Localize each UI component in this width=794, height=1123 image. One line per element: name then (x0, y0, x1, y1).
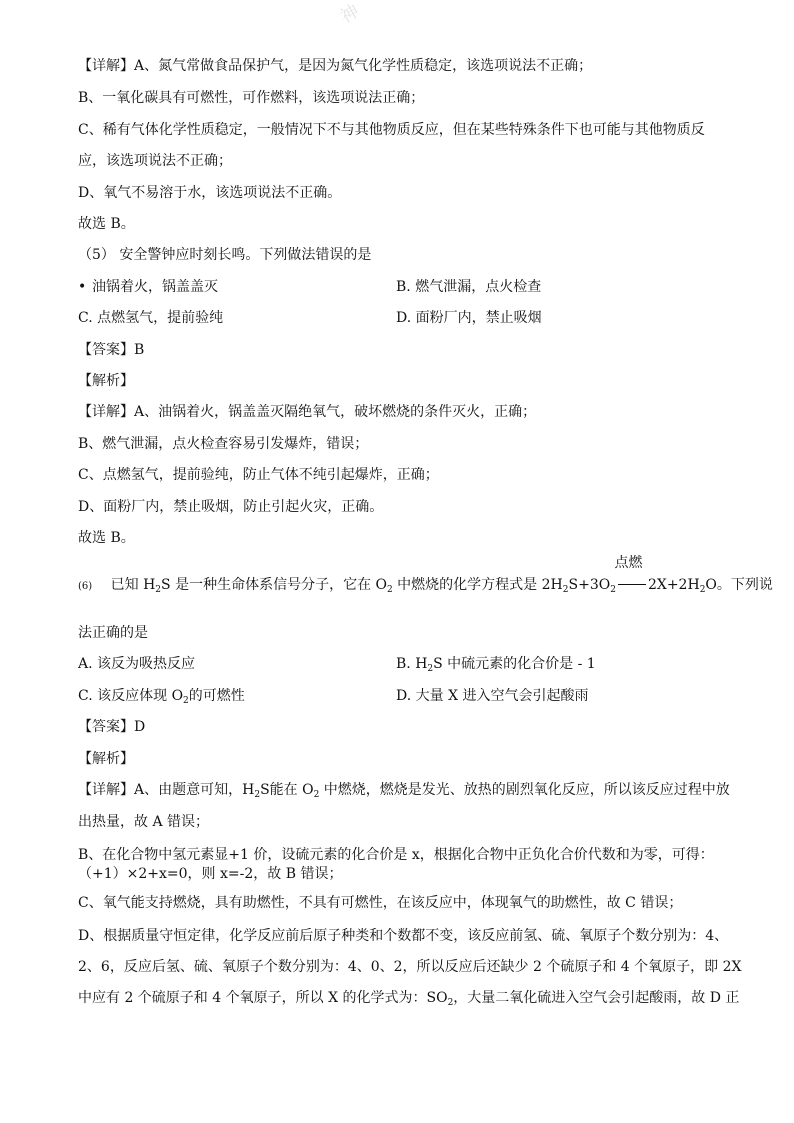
q6-option-a: A. 该反为吸热反应 (78, 656, 196, 672)
q5-answer: 【答案】B (78, 342, 145, 358)
q5-choice: 故选 B。 (78, 530, 135, 546)
q5-option-d: D. 面粉厂内，禁止吸烟 (396, 310, 542, 326)
q4-detail-a: 【详解】A、氮气常做食品保护气，是因为氮气化学性质稳定，该选项说法不正确； (78, 58, 593, 74)
q5-detail-d: D、面粉厂内，禁止吸烟，防止引起火灾，正确。 (78, 499, 384, 515)
q5-analysis-heading: 【解析】 (78, 373, 134, 389)
q5-option-b: B. 燃气泄漏，点火检查 (396, 279, 542, 295)
watermark: 神 (336, 0, 363, 28)
q6-option-b: B. $H_2S$ 中硫元素的化合价是 - 1 (396, 656, 596, 674)
q4-choice: 故选 B。 (78, 216, 135, 232)
q5-option-a-text: 油锅着火，锅盖盖灭 (92, 279, 218, 295)
q5-stem: （5） 安全警钟应时刻长鸣。下列做法错误的是 (78, 247, 372, 263)
q6-detail-c: C、氧气能支持燃烧，具有助燃性，不具有可燃性，在该反应中，体现氧气的助燃性，故 C 错误； (78, 895, 683, 911)
q6-stem-line2: 法正确的是 (78, 625, 148, 641)
q6-analysis-heading: 【解析】 (78, 751, 134, 767)
q6-detail-d1: D、根据质量守恒定律，化学反应前后原子种类和个数都不变，该反应前氢、硫、氧原子个数分别为：4、 (78, 928, 729, 944)
q6-answer: 【答案】D (78, 719, 146, 735)
reaction-condition: 点燃 (614, 555, 643, 571)
q6-detail-a1: 【详解】A、由题意可知，$H_2S$能在 $O_2$ 中燃烧，燃烧是发光、放热的剧烈氧化反应，所以该反应过程中放 (78, 782, 730, 800)
q6-detail-d3: 中应有 2 个硫原子和 4 个氧原子，所以 X 的化学式为：$SO_2$，大量二氧化硫进入空气会引起酸雨，故 D 正 (78, 990, 740, 1008)
q5-detail-c: C、点燃氢气，提前验纯，防止气体不纯引起爆炸，正确； (78, 467, 439, 483)
q5-option-c: C. 点燃氢气，提前验纯 (78, 310, 224, 326)
q6-number: (6) (78, 581, 93, 592)
q5-option-a-bullet: • (78, 279, 87, 295)
q4-detail-c2: 应，该选项说法不正确； (78, 153, 232, 169)
chemical-equation: $S+3O_2$ 点燃 (568, 555, 643, 595)
q6-detail-b1: B、在化合物中氢元素显+1 价，设硫元素的化合价是 x，根据化合物中正负化合价代数和为零，可得： (78, 847, 714, 863)
q4-detail-d: D、氧气不易溶于水，该选项说法不正确。 (78, 185, 342, 201)
reaction-arrow-line (618, 584, 646, 585)
q6-detail-b2: （+1）×2+x=0，则 x=-2，故 B 错误； (78, 866, 343, 882)
q6-detail-d2: 2、6，反应后氢、硫、氧原子个数分别为：4、0、2，所以反应后还缺少 2 个硫原子和 4 个氧原子，即 2X (78, 959, 742, 975)
q6-option-d: D. 大量 X 进入空气会引起酸雨 (396, 688, 589, 704)
q6-detail-a2: 出热量，故 A 错误； (78, 814, 210, 830)
q4-detail-b: B、一氧化碳具有可燃性，可作燃料，该选项说法正确； (78, 90, 425, 106)
q6-stem: (6) 已知 $H_2S$ 是一种生命体系信号分子，它在 $O_2$ 中燃烧的化学方程式是 $2H_2S+3O_2$ 点燃 $2X+2H_2O$。下列说 (78, 575, 773, 600)
q4-detail-c1: C、稀有气体化学性质稳定，一般情况下不与其他物质反应，但在某些特殊条件下也可能与其他物质反 (78, 122, 705, 138)
q5-detail-b: B、燃气泄漏，点火检查容易引发爆炸，错误； (78, 436, 369, 452)
q5-option-a (78, 277, 218, 297)
q5-detail-a: 【详解】A、油锅着火，锅盖盖灭隔绝氧气，破坏燃烧的条件灭火，正确； (78, 404, 537, 420)
q6-option-c: C. 该反应体现 $O_2$的可燃性 (78, 688, 245, 706)
